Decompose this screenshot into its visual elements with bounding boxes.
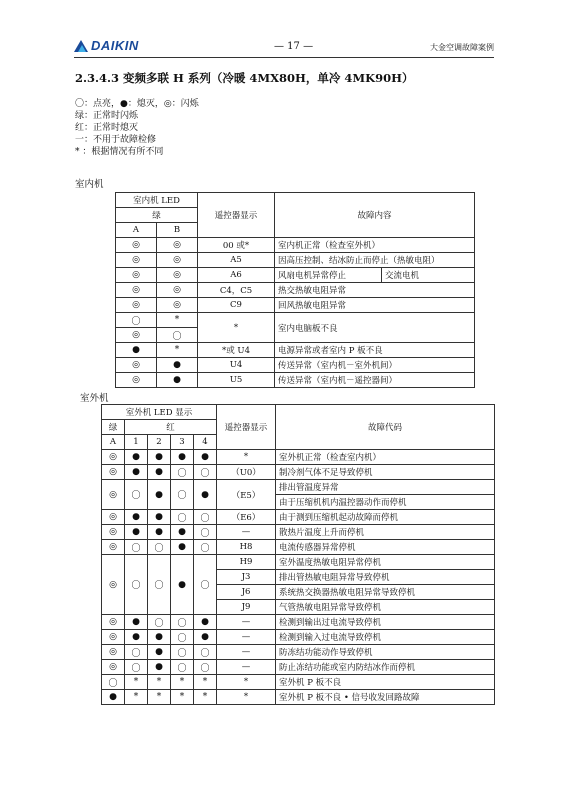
fault-text: 风扇电机异常停止 <box>275 268 382 283</box>
legend-line: 绿：正常时闪烁 <box>75 111 139 121</box>
col-3-header: 3 <box>171 435 194 450</box>
led: 〇 <box>194 645 217 660</box>
led: ◎ <box>102 450 125 465</box>
led: 〇 <box>171 480 194 510</box>
fault-text: 电流传感器异常停机 <box>276 540 495 555</box>
led: ● <box>125 525 148 540</box>
remote-code: J9 <box>217 600 276 615</box>
led: * <box>194 690 217 705</box>
led: * <box>171 675 194 690</box>
led: 〇 <box>125 660 148 675</box>
led: ● <box>194 480 217 510</box>
remote-code: （U0） <box>217 465 276 480</box>
led: 〇 <box>148 615 171 630</box>
led-a: ◎ <box>116 328 157 343</box>
fault-text: 室外机正常（检查室内机） <box>276 450 495 465</box>
led: 〇 <box>125 645 148 660</box>
led: ● <box>148 525 171 540</box>
header-divider <box>74 57 494 58</box>
indoor-unit-table <box>115 192 475 388</box>
col-a-header: A <box>116 223 157 238</box>
section-title: 2.3.4.3 变频多联 H 系列（冷暖 4MX80H，单冷 4MK90H） <box>75 71 414 85</box>
led: 〇 <box>171 630 194 645</box>
fault-content-header: 故障内容 <box>275 193 475 238</box>
remote-display-header: 遥控器显示 <box>217 405 276 450</box>
fault-text: 因高压控制、结冰防止而停止（热敏电阻） <box>275 253 475 268</box>
table-row <box>116 343 475 358</box>
fault-text: 室外机 P 板不良 <box>276 675 495 690</box>
remote-code: C9 <box>198 298 275 313</box>
led: 〇 <box>194 525 217 540</box>
led: 〇 <box>194 660 217 675</box>
remote-code: 00 或* <box>198 238 275 253</box>
table-row <box>102 690 495 705</box>
remote-code: — <box>217 660 276 675</box>
col-4-header: 4 <box>194 435 217 450</box>
daikin-logo-icon <box>74 40 88 52</box>
led-b: ● <box>157 358 198 373</box>
led: 〇 <box>102 675 125 690</box>
fault-text: 电源异常或者室内 P 板不良 <box>275 343 475 358</box>
remote-code: H8 <box>217 540 276 555</box>
table-row <box>116 238 475 253</box>
led: ● <box>148 510 171 525</box>
led: 〇 <box>125 540 148 555</box>
fault-text: 防冻结功能动作导致停机 <box>276 645 495 660</box>
fault-text: 系统热交换器热敏电阻异常导致停机 <box>276 585 495 600</box>
led-b: ◎ <box>157 238 198 253</box>
col-b-header: B <box>157 223 198 238</box>
led: 〇 <box>194 555 217 615</box>
remote-code: * <box>217 450 276 465</box>
led: ● <box>148 465 171 480</box>
led: ◎ <box>102 660 125 675</box>
indoor-label: 室内机 <box>75 179 104 190</box>
remote-code: J3 <box>217 570 276 585</box>
fault-text: 室外机 P 板不良 • 信号收发回路故障 <box>276 690 495 705</box>
led: ◎ <box>102 480 125 510</box>
led: 〇 <box>194 465 217 480</box>
table-row <box>102 525 495 540</box>
led: ● <box>148 480 171 510</box>
led: ● <box>125 510 148 525</box>
led: ● <box>171 555 194 615</box>
table-row <box>102 480 495 495</box>
table-row <box>102 645 495 660</box>
green-header: 绿 <box>116 208 198 223</box>
fault-text: 排出管温度异常 <box>276 480 495 495</box>
led: 〇 <box>171 660 194 675</box>
table-row <box>116 283 475 298</box>
led: ◎ <box>102 555 125 615</box>
col-a-header: A <box>102 435 125 450</box>
led-a: ◎ <box>116 298 157 313</box>
col-2-header: 2 <box>148 435 171 450</box>
fault-detail: 交流电机 <box>382 268 475 283</box>
led: ◎ <box>102 510 125 525</box>
led: * <box>148 690 171 705</box>
led: ◎ <box>102 615 125 630</box>
table-row <box>116 313 475 328</box>
led-a: ◎ <box>116 238 157 253</box>
led: ● <box>125 450 148 465</box>
remote-code: — <box>217 615 276 630</box>
led: 〇 <box>171 645 194 660</box>
remote-code: U4 <box>198 358 275 373</box>
fault-text: 室外温度热敏电阻异常停机 <box>276 555 495 570</box>
legend-line: 一：不用于故障检修 <box>75 135 157 145</box>
led: ● <box>148 660 171 675</box>
table-row <box>102 615 495 630</box>
fault-text: 排出管热敏电阻异常导致停机 <box>276 570 495 585</box>
table-row <box>102 660 495 675</box>
remote-code: （E6） <box>217 510 276 525</box>
fault-text: 传送异常（室内机－室外机间） <box>275 358 475 373</box>
led-b: ◎ <box>157 253 198 268</box>
outdoor-led-header: 室外机 LED 显示 <box>102 405 217 420</box>
table-row <box>102 675 495 690</box>
led-a: ◎ <box>116 373 157 388</box>
led: 〇 <box>125 480 148 510</box>
led: 〇 <box>148 540 171 555</box>
led-b: * <box>157 343 198 358</box>
led-a: ◎ <box>116 253 157 268</box>
led: ◎ <box>102 645 125 660</box>
led-a: ● <box>116 343 157 358</box>
led-a: 〇 <box>116 313 157 328</box>
table-row <box>116 268 475 283</box>
fault-code-header: 故障代码 <box>276 405 495 450</box>
table-row <box>116 253 475 268</box>
fault-text: 热交热敏电阻异常 <box>275 283 475 298</box>
page-header <box>74 36 494 56</box>
table-row <box>102 450 495 465</box>
led-b: 〇 <box>157 328 198 343</box>
led: 〇 <box>171 615 194 630</box>
symbol-legend <box>75 98 199 158</box>
led: ◎ <box>102 540 125 555</box>
led-b: ◎ <box>157 283 198 298</box>
fault-text: 检测到输入过电流导致停机 <box>276 630 495 645</box>
led-b: ◎ <box>157 268 198 283</box>
page-number: — 17 — <box>274 41 314 52</box>
led: 〇 <box>148 555 171 615</box>
table-row <box>116 298 475 313</box>
outdoor-unit-table <box>101 404 495 705</box>
led-a: ◎ <box>116 268 157 283</box>
led: ● <box>194 630 217 645</box>
led-b: ● <box>157 373 198 388</box>
led: 〇 <box>171 465 194 480</box>
table-row <box>102 465 495 480</box>
table-row <box>116 373 475 388</box>
led: ● <box>148 450 171 465</box>
fault-text: 传送异常（室内机－遥控器间） <box>275 373 475 388</box>
led-b: ◎ <box>157 298 198 313</box>
led: 〇 <box>194 510 217 525</box>
led: ● <box>125 630 148 645</box>
led: ◎ <box>102 630 125 645</box>
led: ◎ <box>102 465 125 480</box>
fault-text: 由于测到压缩机起动故障而停机 <box>276 510 495 525</box>
fault-text: 散热片温度上升而停机 <box>276 525 495 540</box>
remote-display-header: 遥控器显示 <box>198 193 275 238</box>
fault-text: 回风热敏电阻异常 <box>275 298 475 313</box>
table-row <box>102 510 495 525</box>
remote-code: A5 <box>198 253 275 268</box>
remote-code: H9 <box>217 555 276 570</box>
table-row <box>102 630 495 645</box>
fault-text: 制冷剂气体不足导致停机 <box>276 465 495 480</box>
remote-code: A6 <box>198 268 275 283</box>
led: ● <box>148 645 171 660</box>
led: * <box>125 690 148 705</box>
legend-line: * ：根据情况有所不同 <box>75 147 164 157</box>
remote-code: * <box>217 690 276 705</box>
remote-code: C4，C5 <box>198 283 275 298</box>
fault-text: 气管热敏电阻异常导致停机 <box>276 600 495 615</box>
led: ● <box>171 540 194 555</box>
remote-code: * <box>198 313 275 343</box>
remote-code: （E5） <box>217 480 276 510</box>
led: ◎ <box>102 525 125 540</box>
table-row <box>116 358 475 373</box>
remote-code: U5 <box>198 373 275 388</box>
legend-line: 〇：点亮，●：熄灭，◎：闪烁 <box>75 99 199 109</box>
fault-text: 室内电脑板不良 <box>275 313 475 343</box>
led: 〇 <box>171 510 194 525</box>
fault-text: 防止冻结功能或室内防结冰作而停机 <box>276 660 495 675</box>
remote-code: — <box>217 630 276 645</box>
led: ● <box>194 450 217 465</box>
led: ● <box>148 630 171 645</box>
led-a: ◎ <box>116 358 157 373</box>
indoor-led-header: 室内机 LED <box>116 193 198 208</box>
led: * <box>148 675 171 690</box>
led: 〇 <box>194 540 217 555</box>
remote-code: — <box>217 525 276 540</box>
led: * <box>194 675 217 690</box>
led: ● <box>102 690 125 705</box>
col-1-header: 1 <box>125 435 148 450</box>
led-b: * <box>157 313 198 328</box>
fault-text: 检测到输出过电流导致停机 <box>276 615 495 630</box>
remote-code: * <box>217 675 276 690</box>
logo-text: DAIKIN <box>91 38 139 53</box>
book-title: 大金空调故障案例 <box>430 43 494 52</box>
legend-line: 红：正常时熄灭 <box>75 123 139 133</box>
fault-text: 室内机正常（检查室外机） <box>275 238 475 253</box>
led: 〇 <box>125 555 148 615</box>
outdoor-label: 室外机 <box>80 393 109 404</box>
led: ● <box>171 525 194 540</box>
table-row <box>102 555 495 570</box>
daikin-logo <box>74 38 139 53</box>
led: ● <box>171 450 194 465</box>
led: ● <box>194 615 217 630</box>
remote-code: *或 U4 <box>198 343 275 358</box>
led: * <box>125 675 148 690</box>
red-header: 红 <box>125 420 217 435</box>
remote-code: J6 <box>217 585 276 600</box>
fault-text: 由于压缩机机内温控器动作而停机 <box>276 495 495 510</box>
led: * <box>171 690 194 705</box>
green-header: 绿 <box>102 420 125 435</box>
remote-code: — <box>217 645 276 660</box>
led: ● <box>125 615 148 630</box>
led-a: ◎ <box>116 283 157 298</box>
table-row <box>102 540 495 555</box>
led: ● <box>125 465 148 480</box>
